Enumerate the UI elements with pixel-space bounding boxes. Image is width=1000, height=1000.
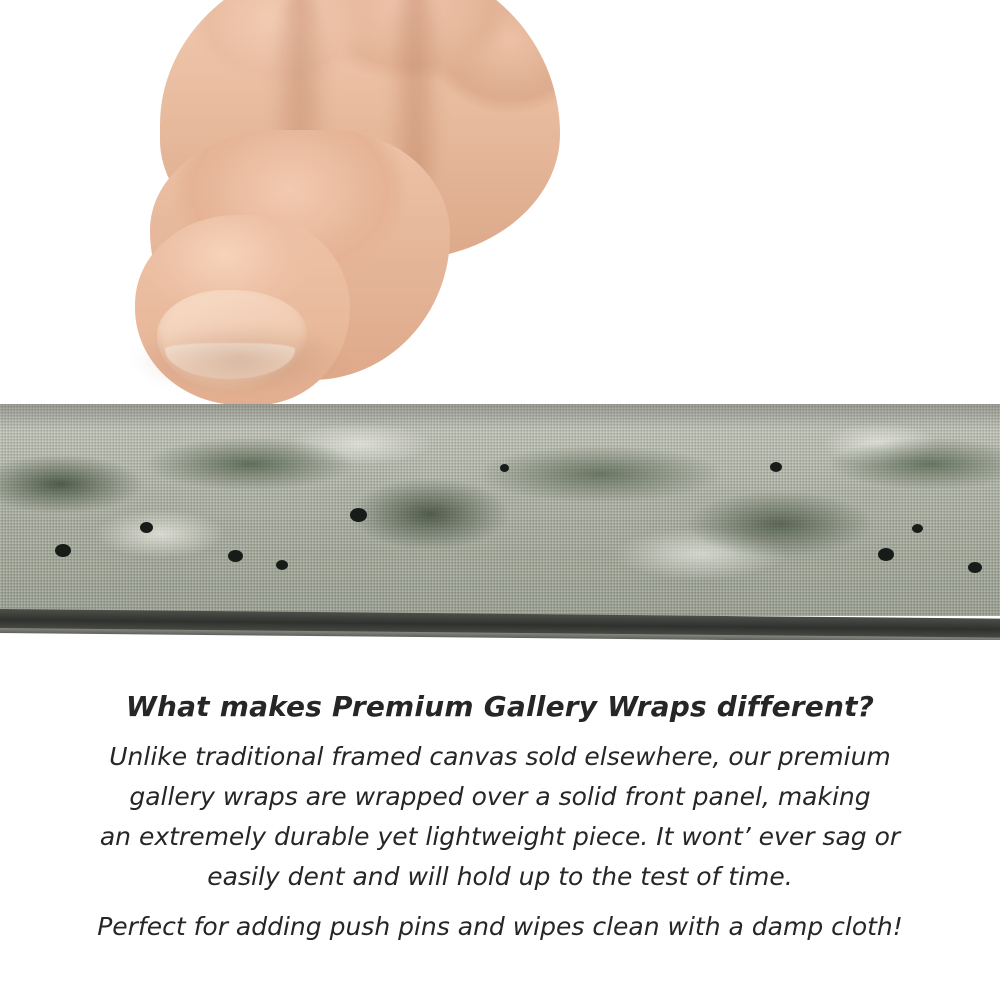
canvas-wrap-strip [0,404,1000,616]
caption-closing-line: Perfect for adding push pins and wipes clean with a damp cloth! [97,912,903,941]
texture-speck [912,524,923,533]
caption-block [0,690,1000,947]
texture-speck [228,550,243,562]
hand-contact-shadow [120,290,450,410]
caption-line: gallery wraps are wrapped over a solid front panel, making [129,782,871,811]
strip-top-shadow [0,404,1000,430]
caption-line: easily dent and will hold up to the test of time. [207,862,793,891]
texture-speck [878,548,894,561]
hand-illustration [120,0,560,430]
texture-speck [770,462,782,472]
texture-speck [500,464,509,472]
texture-speck [55,544,71,557]
texture-speck [276,560,288,570]
caption-line: Unlike traditional framed canvas sold elsewhere, our premium [109,742,891,771]
caption-body [0,737,1000,947]
texture-speck [968,562,982,573]
caption-line: an extremely durable yet lightweight piece. It wont’ ever sag or [99,822,901,851]
caption-title: What makes Premium Gallery Wraps different? [125,690,875,723]
texture-speck [350,508,367,522]
texture-speck [140,522,153,533]
